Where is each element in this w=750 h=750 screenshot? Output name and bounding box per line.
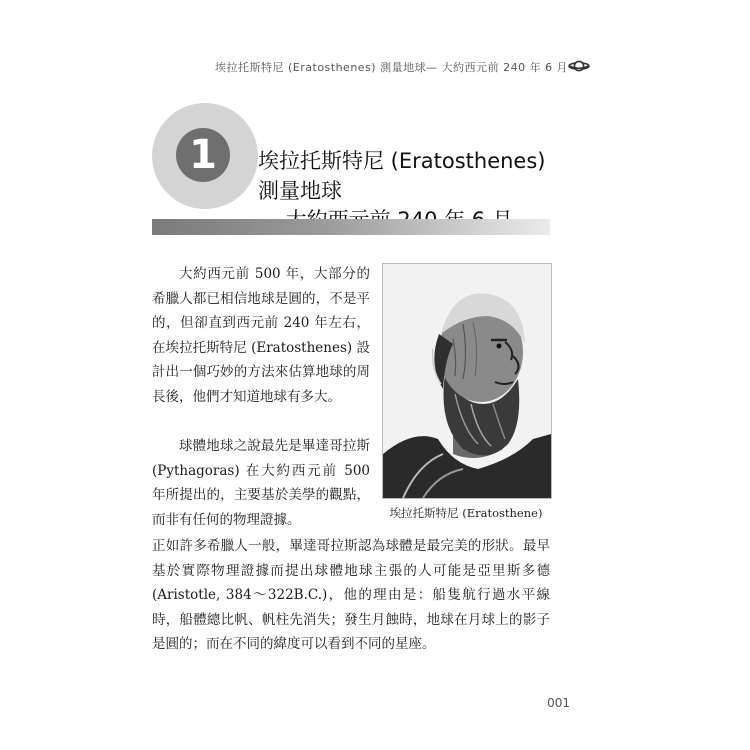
portrait-image [382,263,552,499]
figure-caption: 埃拉托斯特尼 (Eratosthene) [389,506,543,520]
running-header: 埃拉托斯特尼 (Eratosthenes) 測量地球— 大約西元前 240 年 6 月 [215,61,569,74]
saturn-icon [568,58,590,72]
chapter-number: 1 [176,128,230,182]
chapter-title-line-1: 埃拉托斯特尼 (Eratosthenes) [258,149,546,173]
title-underline-bar [152,219,550,235]
paragraph-1: 大約西元前 500 年，大部分的希臘人都已相信地球是圓的，不是平的，但卻直到西元前 240 年左右，在埃拉托斯特尼 (Eratosthenes) 設計出一個巧妙的方法來估算地球的周長後，他們才知道地球有多大。 [152,266,370,405]
portrait-engraving [383,264,551,498]
page-number: 001 [547,696,570,710]
chapter-title-line-2: 測量地球 [258,179,342,203]
paragraph-2: 球體地球之說最先是畢達哥拉斯 (Pythagoras) 在大約西元前 500 年所提出的，主要基於美學的觀點，而非有任何的物理證據。 [152,438,370,528]
paragraph-3: 正如許多希臘人一般，畢達哥拉斯認為球體是最完美的形狀。最早基於實際物理證據而提出球體地球主張的人可能是亞里斯多德 (Aristotle, 384～322B.C.)，他的理由是：船隻航行過水平線時，船體總比帆、帆柱先消失；發生月蝕時，地球在月球上的影子是圓的；而在不同的緯度可以看到不同的星座。 [152,538,550,652]
